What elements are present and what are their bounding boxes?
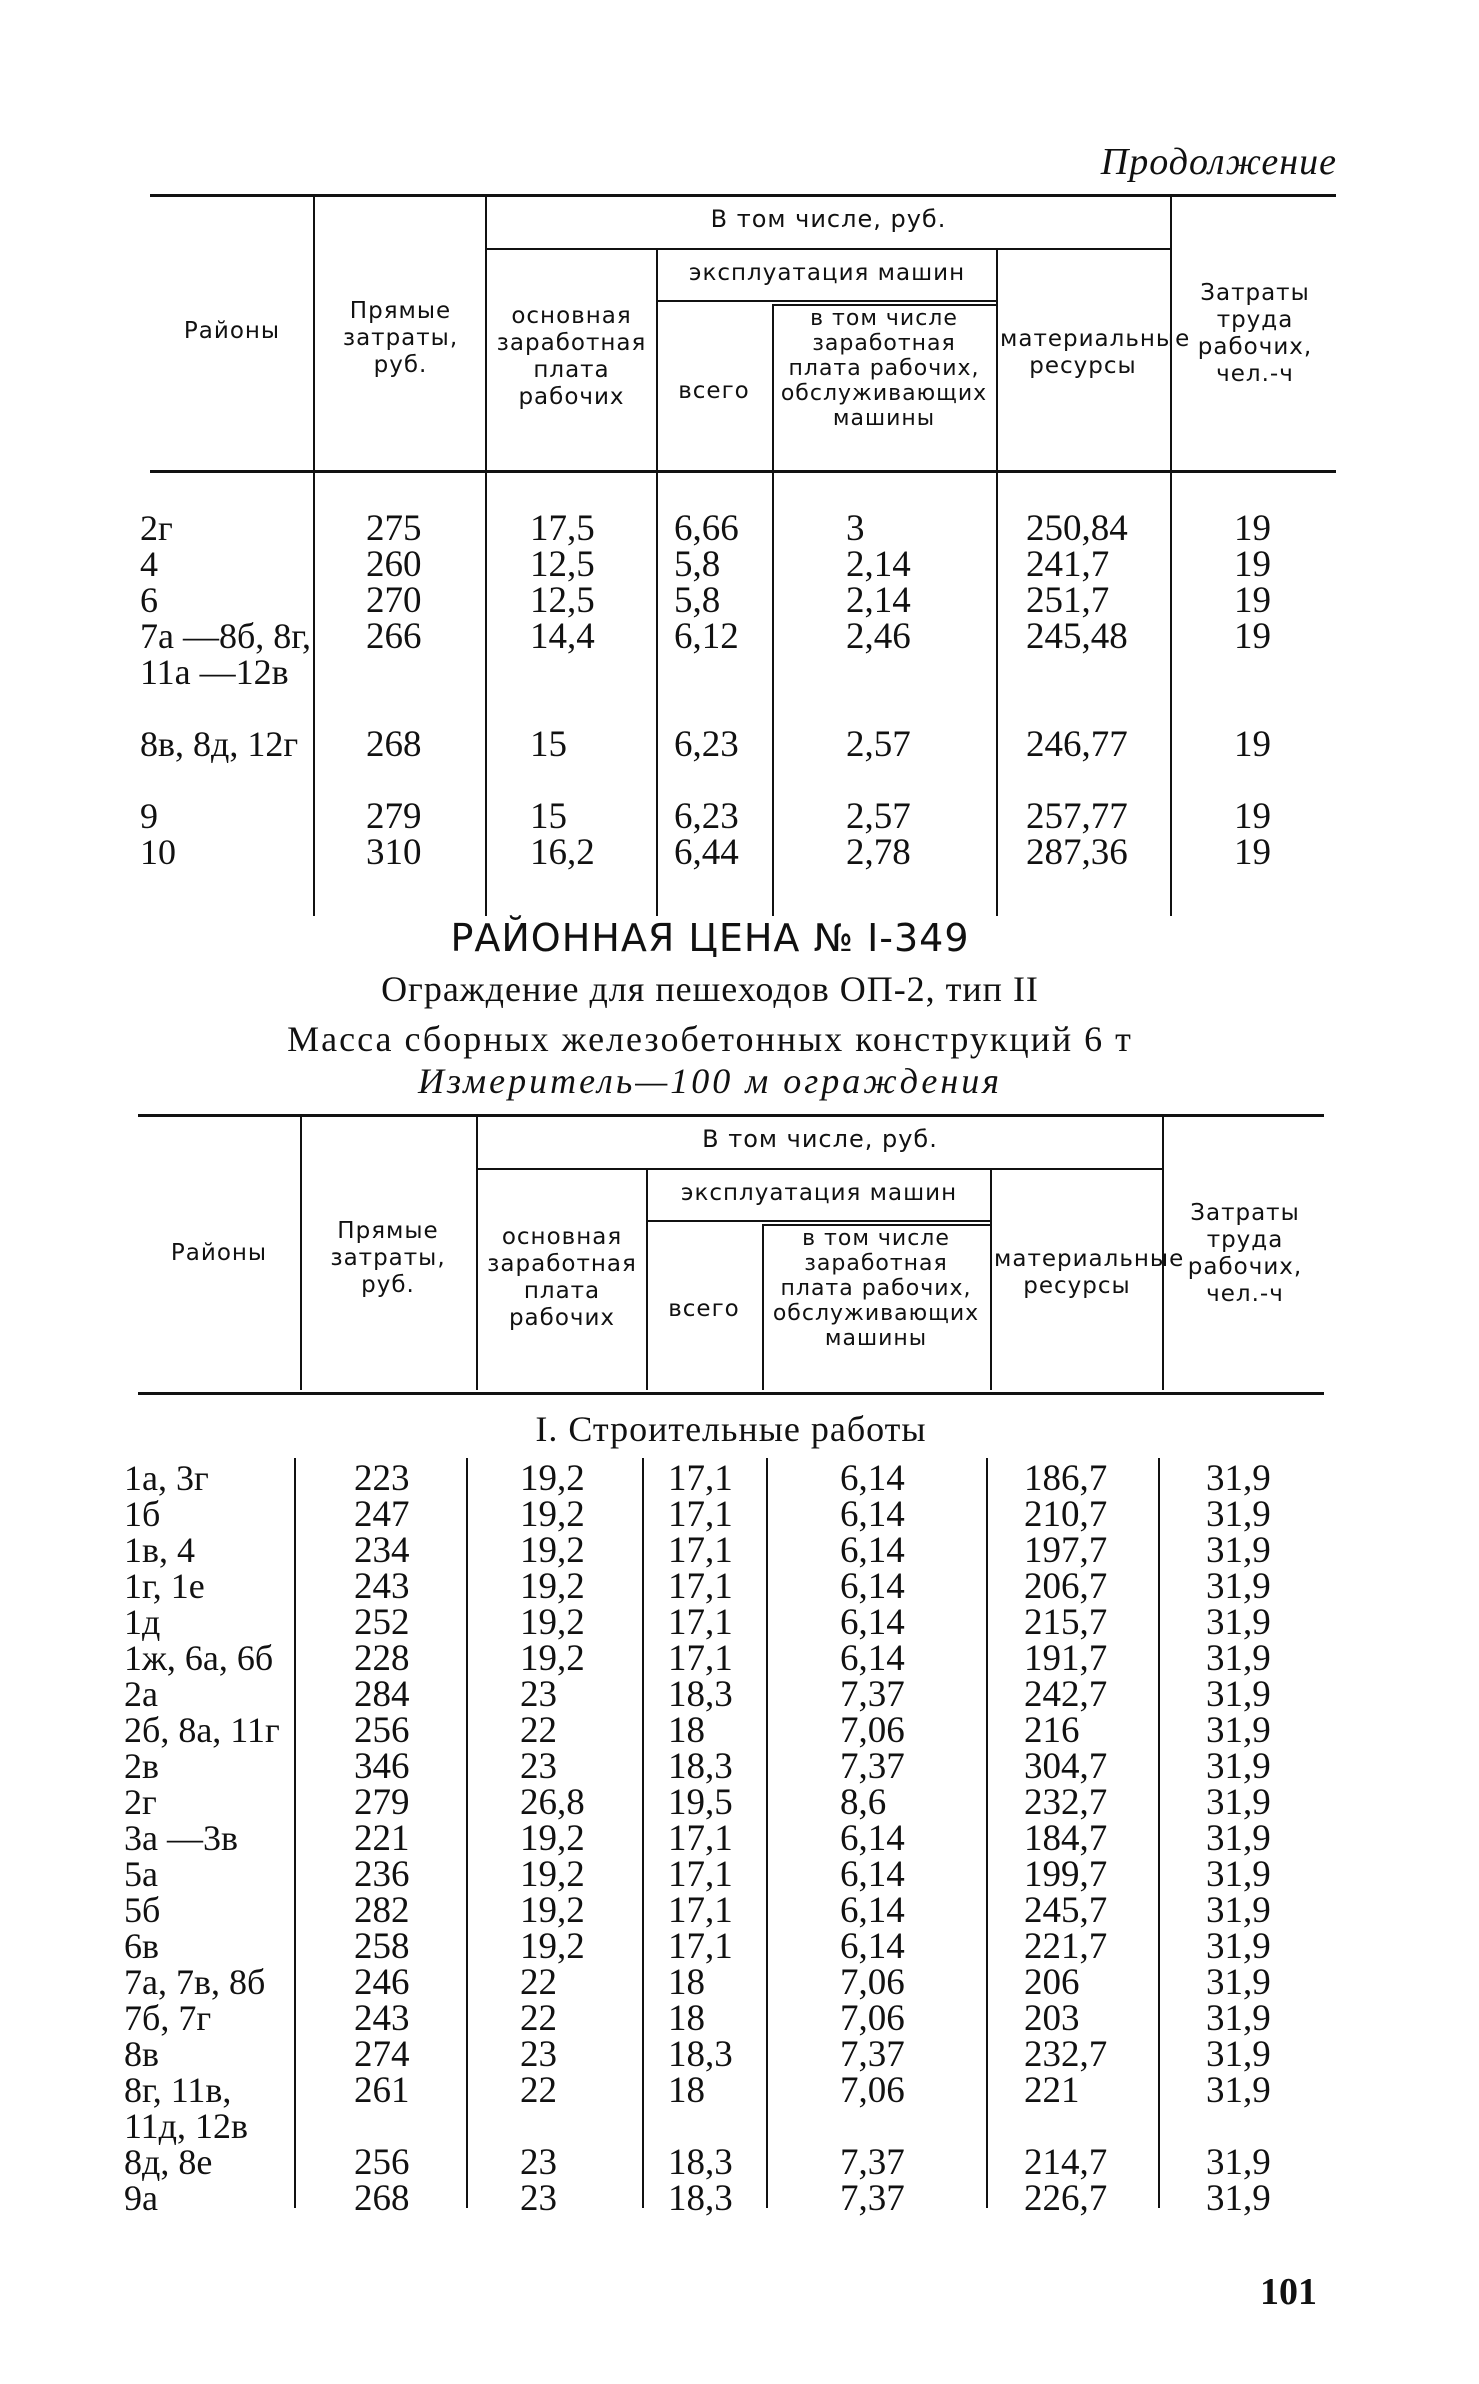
materials-cell: 304,7 — [1024, 1746, 1108, 1787]
labor-cell: 31,9 — [1206, 1530, 1271, 1571]
region-cell: 1в, 4 — [124, 1530, 195, 1570]
labor-cell: 31,9 — [1206, 1494, 1271, 1535]
wage-cell: 19,2 — [520, 1566, 585, 1607]
table-2-header-materials: материальные ресурсы — [994, 1246, 1185, 1299]
price-mass-line: Масса сборных железобетонных конструкций 6 т — [287, 1019, 1133, 1059]
direct-cost-cell: 282 — [354, 1890, 410, 1931]
wage-cell: 22 — [520, 2070, 557, 2111]
direct-cost-cell: 256 — [354, 1710, 410, 1751]
wage-cell: 12,5 — [530, 580, 595, 621]
direct-cost-cell: 247 — [354, 1494, 410, 1535]
labor-cell: 31,9 — [1206, 1602, 1271, 1643]
wage-cell: 23 — [520, 2034, 557, 2075]
wage-cell: 19,2 — [520, 1530, 585, 1571]
direct-cost-cell: 246 — [354, 1962, 410, 2003]
table-1-divider — [485, 196, 487, 916]
machine-wage-cell: 6,14 — [840, 1854, 905, 1895]
materials-cell: 216 — [1024, 1710, 1080, 1751]
table-1-header-direct-costs: Прямые затраты, руб. — [342, 298, 459, 378]
materials-cell: 221 — [1024, 2070, 1080, 2111]
direct-cost-cell: 266 — [366, 616, 422, 657]
machine-wage-cell: 7,37 — [840, 2178, 905, 2219]
materials-cell: 197,7 — [1024, 1530, 1108, 1571]
table-1-header-materials: материальные ресурсы — [1000, 326, 1191, 379]
direct-cost-cell: 268 — [354, 2178, 410, 2219]
machine-wage-cell: 2,14 — [846, 544, 911, 585]
machine-total-cell: 6,44 — [674, 832, 739, 873]
machine-total-cell: 17,1 — [668, 1530, 733, 1571]
wage-cell: 14,4 — [530, 616, 595, 657]
direct-cost-cell: 284 — [354, 1674, 410, 1715]
section-title: I. Строительные работы — [535, 1409, 927, 1449]
materials-cell: 232,7 — [1024, 1782, 1108, 1823]
machine-total-cell: 18,3 — [668, 2178, 733, 2219]
region-cell: 1б — [124, 1494, 161, 1534]
table-1-divider — [772, 304, 774, 916]
table-1-header-machine-wage: в том числе заработная плата рабочих, обслуживающих машины — [780, 306, 988, 431]
machine-wage-cell: 7,37 — [840, 2142, 905, 2183]
table-2-header-machine-wage: в том числе заработная плата рабочих, обслуживающих машины — [772, 1226, 980, 1351]
labor-cell: 19 — [1234, 832, 1271, 873]
machine-total-cell: 17,1 — [668, 1602, 733, 1643]
machine-wage-cell: 6,14 — [840, 1458, 905, 1499]
direct-cost-cell: 256 — [354, 2142, 410, 2183]
machine-total-cell: 18,3 — [668, 2034, 733, 2075]
table-2-divider — [990, 1170, 992, 1390]
machine-total-cell: 17,1 — [668, 1854, 733, 1895]
wage-cell: 22 — [520, 1710, 557, 1751]
materials-cell: 214,7 — [1024, 2142, 1108, 2183]
direct-cost-cell: 258 — [354, 1926, 410, 1967]
machine-wage-cell: 7,06 — [840, 1962, 905, 2003]
table-1-header-including: В том числе, руб. — [710, 205, 947, 233]
table-2-divider — [762, 1224, 764, 1390]
labor-cell: 31,9 — [1206, 1566, 1271, 1607]
direct-cost-cell: 243 — [354, 1566, 410, 1607]
table-1-header-base-wage: основная заработная плата рабочих — [496, 303, 647, 410]
direct-cost-cell: 236 — [354, 1854, 410, 1895]
labor-cell: 31,9 — [1206, 1638, 1271, 1679]
table-1-header-machine-operation: эксплуатация машин — [688, 260, 966, 286]
table-2-header-total: всего — [668, 1296, 740, 1322]
labor-cell: 31,9 — [1206, 1854, 1271, 1895]
labor-cell: 31,9 — [1206, 2178, 1271, 2219]
machine-total-cell: 5,8 — [674, 580, 721, 621]
direct-cost-cell: 243 — [354, 1998, 410, 2039]
materials-cell: 206 — [1024, 1962, 1080, 2003]
materials-cell: 226,7 — [1024, 2178, 1108, 2219]
materials-cell: 250,84 — [1026, 508, 1128, 549]
labor-cell: 31,9 — [1206, 1962, 1271, 2003]
machine-total-cell: 18,3 — [668, 2142, 733, 2183]
wage-cell: 15 — [530, 796, 567, 837]
labor-cell: 31,9 — [1206, 1890, 1271, 1931]
direct-cost-cell: 223 — [354, 1458, 410, 1499]
direct-cost-cell: 252 — [354, 1602, 410, 1643]
wage-cell: 23 — [520, 1746, 557, 1787]
labor-cell: 31,9 — [1206, 2142, 1271, 2183]
table-1-divider — [1170, 196, 1172, 916]
machine-total-cell: 5,8 — [674, 544, 721, 585]
direct-cost-cell: 275 — [366, 508, 422, 549]
machine-total-cell: 18,3 — [668, 1746, 733, 1787]
machine-total-cell: 18 — [668, 1710, 705, 1751]
machine-total-cell: 17,1 — [668, 1818, 733, 1859]
labor-cell: 19 — [1234, 544, 1271, 585]
table-1-header-labor: Затраты труда рабочих, чел.-ч — [1197, 280, 1313, 387]
labor-cell: 31,9 — [1206, 2070, 1271, 2111]
table-1-header-bottom-rule — [150, 470, 1336, 473]
region-cell: 2г — [124, 1782, 157, 1822]
direct-cost-cell: 268 — [366, 724, 422, 765]
wage-cell: 19,2 — [520, 1854, 585, 1895]
machine-wage-cell: 2,57 — [846, 724, 911, 765]
machine-total-cell: 18 — [668, 1962, 705, 2003]
materials-cell: 221,7 — [1024, 1926, 1108, 1967]
materials-cell: 215,7 — [1024, 1602, 1108, 1643]
region-cell: 1а, 3г — [124, 1458, 209, 1498]
price-unit-line: Измеритель—100 м ограждения — [418, 1061, 1002, 1101]
materials-cell: 191,7 — [1024, 1638, 1108, 1679]
price-subtitle: Ограждение для пешеходов ОП-2, тип II — [381, 969, 1039, 1009]
machine-wage-cell: 7,06 — [840, 1710, 905, 1751]
machine-total-cell: 17,1 — [668, 1638, 733, 1679]
table-2-divider — [476, 1116, 478, 1390]
region-cell: 8в — [124, 2034, 159, 2074]
wage-cell: 19,2 — [520, 1926, 585, 1967]
region-cell: 7а —8б, 8г, 11а —12в — [140, 616, 311, 692]
wage-cell: 12,5 — [530, 544, 595, 585]
region-cell: 9а — [124, 2178, 158, 2218]
labor-cell: 31,9 — [1206, 1998, 1271, 2039]
machine-total-cell: 17,1 — [668, 1890, 733, 1931]
region-cell: 7б, 7г — [124, 1998, 212, 2038]
materials-cell: 203 — [1024, 1998, 1080, 2039]
machine-wage-cell: 6,14 — [840, 1926, 905, 1967]
machine-total-cell: 6,66 — [674, 508, 739, 549]
direct-cost-cell: 234 — [354, 1530, 410, 1571]
labor-cell: 19 — [1234, 580, 1271, 621]
machine-wage-cell: 6,14 — [840, 1818, 905, 1859]
wage-cell: 22 — [520, 1962, 557, 2003]
wage-cell: 19,2 — [520, 1458, 585, 1499]
region-cell: 10 — [140, 832, 176, 872]
wage-cell: 19,2 — [520, 1494, 585, 1535]
table-1-top-rule — [150, 194, 1336, 197]
wage-cell: 23 — [520, 1674, 557, 1715]
wage-cell: 19,2 — [520, 1890, 585, 1931]
labor-cell: 31,9 — [1206, 1674, 1271, 1715]
table-1-divider — [656, 250, 658, 916]
materials-cell: 245,7 — [1024, 1890, 1108, 1931]
wage-cell: 17,5 — [530, 508, 595, 549]
page-number: 101 — [1260, 2271, 1317, 2313]
materials-cell: 245,48 — [1026, 616, 1128, 657]
materials-cell: 210,7 — [1024, 1494, 1108, 1535]
region-cell: 6в — [124, 1926, 159, 1966]
labor-cell: 31,9 — [1206, 1746, 1271, 1787]
machine-wage-cell: 7,37 — [840, 1746, 905, 1787]
machine-wage-cell: 6,14 — [840, 1530, 905, 1571]
labor-cell: 31,9 — [1206, 1926, 1271, 1967]
labor-cell: 19 — [1234, 616, 1271, 657]
table-2-divider — [642, 1458, 644, 2208]
wage-cell: 16,2 — [530, 832, 595, 873]
region-cell: 2в — [124, 1746, 159, 1786]
region-cell: 2б, 8а, 11г — [124, 1710, 280, 1750]
materials-cell: 199,7 — [1024, 1854, 1108, 1895]
materials-cell: 251,7 — [1026, 580, 1110, 621]
machine-total-cell: 18 — [668, 1998, 705, 2039]
region-cell: 5а — [124, 1854, 158, 1894]
region-cell: 8в, 8д, 12г — [140, 724, 299, 764]
materials-cell: 242,7 — [1024, 1674, 1108, 1715]
labor-cell: 19 — [1234, 724, 1271, 765]
machine-wage-cell: 3 — [846, 508, 865, 549]
table-2-top-rule — [138, 1114, 1324, 1117]
labor-cell: 19 — [1234, 796, 1271, 837]
machine-wage-cell: 2,78 — [846, 832, 911, 873]
table-2-divider — [986, 1458, 988, 2208]
region-cell: 2а — [124, 1674, 158, 1714]
table-2-header-regions: Районы — [170, 1240, 268, 1266]
region-cell: 3а —3в — [124, 1818, 238, 1858]
region-cell: 1г, 1е — [124, 1566, 205, 1606]
machine-total-cell: 6,12 — [674, 616, 739, 657]
table-1-header-total: всего — [678, 378, 750, 404]
machine-wage-cell: 7,06 — [840, 1998, 905, 2039]
wage-cell: 26,8 — [520, 1782, 585, 1823]
materials-cell: 241,7 — [1026, 544, 1110, 585]
price-title: РАЙОННАЯ ЦЕНА № I-349 — [450, 916, 970, 960]
region-cell: 9 — [140, 796, 158, 836]
direct-cost-cell: 279 — [354, 1782, 410, 1823]
direct-cost-cell: 310 — [366, 832, 422, 873]
table-2-divider — [466, 1458, 468, 2208]
machine-wage-cell: 7,37 — [840, 1674, 905, 1715]
table-2-header-bottom-rule — [138, 1392, 1324, 1395]
table-2-divider — [1158, 1458, 1160, 2208]
machine-total-cell: 17,1 — [668, 1926, 733, 1967]
direct-cost-cell: 270 — [366, 580, 422, 621]
table-2-header-including: В том числе, руб. — [702, 1125, 938, 1153]
region-cell: 1д — [124, 1602, 161, 1642]
machine-total-cell: 17,1 — [668, 1566, 733, 1607]
labor-cell: 31,9 — [1206, 2034, 1271, 2075]
region-cell: 5б — [124, 1890, 161, 1930]
machine-wage-cell: 6,14 — [840, 1494, 905, 1535]
labor-cell: 31,9 — [1206, 1710, 1271, 1751]
direct-cost-cell: 279 — [366, 796, 422, 837]
machine-total-cell: 18,3 — [668, 1674, 733, 1715]
materials-cell: 184,7 — [1024, 1818, 1108, 1859]
labor-cell: 31,9 — [1206, 1818, 1271, 1859]
machine-total-cell: 19,5 — [668, 1782, 733, 1823]
machine-wage-cell: 6,14 — [840, 1566, 905, 1607]
machine-wage-cell: 2,46 — [846, 616, 911, 657]
machine-wage-cell: 6,14 — [840, 1890, 905, 1931]
region-cell: 4 — [140, 544, 158, 584]
labor-cell: 31,9 — [1206, 1782, 1271, 1823]
region-cell: 1ж, 6а, 6б — [124, 1638, 274, 1678]
labor-cell: 31,9 — [1206, 1458, 1271, 1499]
direct-cost-cell: 260 — [366, 544, 422, 585]
wage-cell: 15 — [530, 724, 567, 765]
machine-total-cell: 17,1 — [668, 1494, 733, 1535]
region-cell: 6 — [140, 580, 158, 620]
direct-cost-cell: 221 — [354, 1818, 410, 1859]
materials-cell: 246,77 — [1026, 724, 1128, 765]
table-2-header-machine-operation: эксплуатация машин — [680, 1180, 958, 1206]
materials-cell: 186,7 — [1024, 1458, 1108, 1499]
table-2-divider — [766, 1458, 768, 2208]
table-1-header-regions: Районы — [183, 318, 281, 344]
machine-wage-cell: 2,14 — [846, 580, 911, 621]
direct-cost-cell: 346 — [354, 1746, 410, 1787]
direct-cost-cell: 274 — [354, 2034, 410, 2075]
wage-cell: 19,2 — [520, 1638, 585, 1679]
region-cell: 7а, 7в, 8б — [124, 1962, 266, 2002]
wage-cell: 22 — [520, 1998, 557, 2039]
wage-cell: 19,2 — [520, 1818, 585, 1859]
labor-cell: 19 — [1234, 508, 1271, 549]
continuation-label: Продолжение — [1100, 141, 1337, 183]
table-2-machines-rule — [648, 1220, 990, 1222]
table-2-header-labor: Затраты труда рабочих, чел.-ч — [1187, 1200, 1303, 1307]
table-2-including-rule — [478, 1168, 1162, 1170]
materials-cell: 257,77 — [1026, 796, 1128, 837]
region-cell: 8г, 11в, 11д, 12в — [124, 2070, 248, 2146]
wage-cell: 23 — [520, 2142, 557, 2183]
machine-wage-cell: 2,57 — [846, 796, 911, 837]
machine-wage-cell: 7,06 — [840, 2070, 905, 2111]
materials-cell: 206,7 — [1024, 1566, 1108, 1607]
table-1-machines-rule — [658, 300, 996, 302]
machine-wage-cell: 6,14 — [840, 1638, 905, 1679]
materials-cell: 287,36 — [1026, 832, 1128, 873]
table-2-header-direct-costs: Прямые затраты, руб. — [330, 1218, 446, 1298]
table-1-divider — [996, 250, 998, 916]
direct-cost-cell: 228 — [354, 1638, 410, 1679]
region-cell: 8д, 8е — [124, 2142, 213, 2182]
table-2-divider — [300, 1116, 302, 1390]
machine-wage-cell: 7,37 — [840, 2034, 905, 2075]
direct-cost-cell: 261 — [354, 2070, 410, 2111]
materials-cell: 232,7 — [1024, 2034, 1108, 2075]
machine-total-cell: 6,23 — [674, 724, 739, 765]
wage-cell: 19,2 — [520, 1602, 585, 1643]
machine-wage-cell: 8,6 — [840, 1782, 887, 1823]
machine-total-cell: 6,23 — [674, 796, 739, 837]
table-2-header-base-wage: основная заработная плата рабочих — [487, 1224, 637, 1331]
machine-total-cell: 17,1 — [668, 1458, 733, 1499]
wage-cell: 23 — [520, 2178, 557, 2219]
machine-total-cell: 18 — [668, 2070, 705, 2111]
table-1-including-rule — [487, 248, 1170, 250]
machine-wage-cell: 6,14 — [840, 1602, 905, 1643]
region-cell: 2г — [140, 508, 173, 548]
